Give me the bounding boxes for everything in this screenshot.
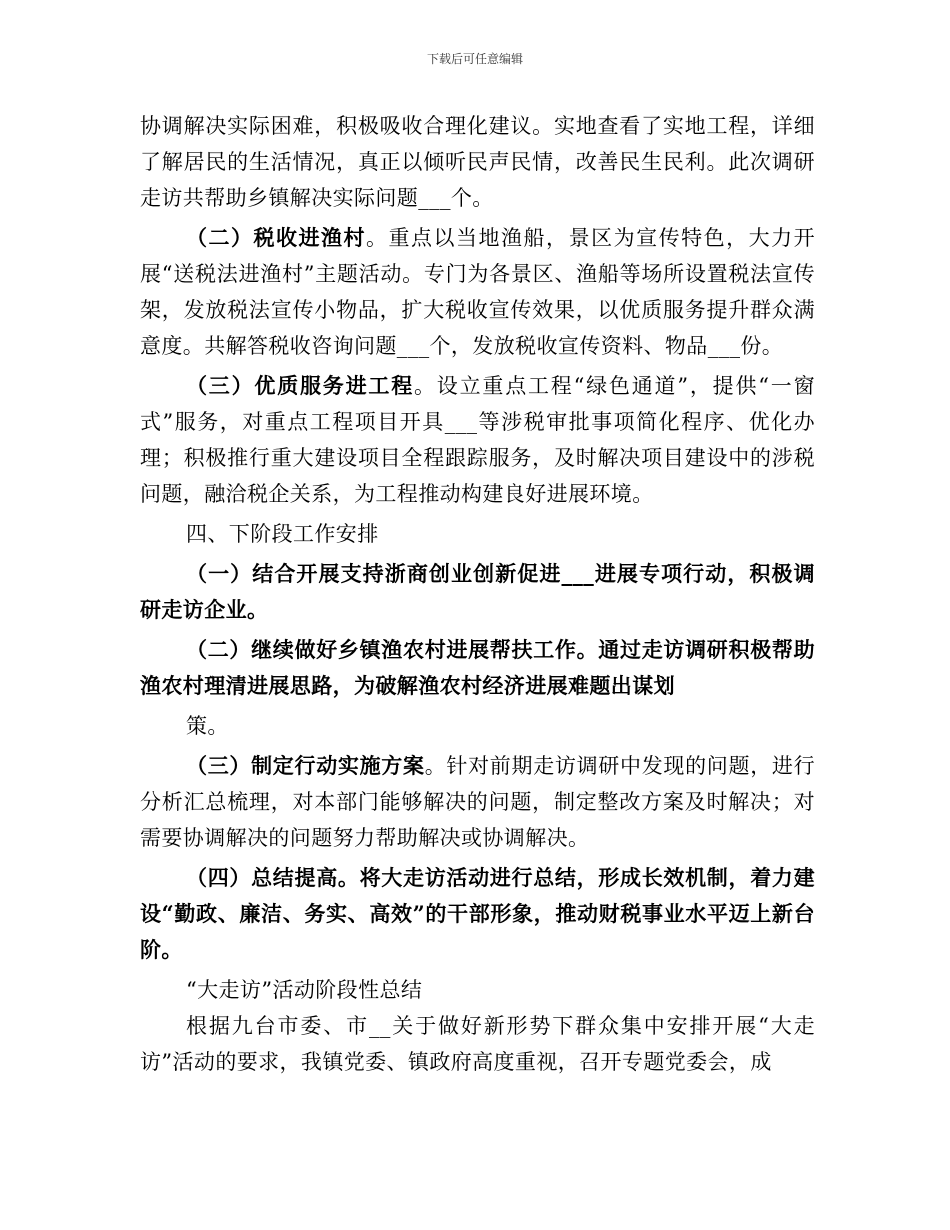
paragraph-heading: （三）优质服务进工程 <box>186 373 414 398</box>
paragraph-text: 策。 <box>186 714 229 738</box>
subtitle-text: “大走访”活动阶段性总结 <box>186 978 423 1002</box>
section-heading-next-stage <box>140 516 815 552</box>
paragraph-text: 。重点以当地渔船，景区为宣传特色，大力开展“送税法进渔村”主题活动。专门为各景区、渔船等场所设置税法宣传架，发放税法宣传小物品，扩大税收宣传效果，以优质服务提升群众满意度。共解答税收咨询问题___个，发放税收宣传资料、物品___份。 <box>140 226 815 358</box>
paragraph-text: 。设立重点工程“绿色通道”，提供“一窗式”服务，对重点工程项目开具___等涉税审批事项简化程序、优化办理；积极推行重大建设项目全程跟踪服务，及时解决项目建设中的涉税问题，融洽税企关系，为工程推动构建良好进展环境。 <box>140 374 815 506</box>
paragraph-heading: （四）总结提高。将大走访活动进行总结，形成长效机制，着力建设“勤政、廉洁、务实、高效”的干部形象，推动财税事业水平迈上新台阶。 <box>140 865 815 962</box>
section-heading-text: 四、下阶段工作安排 <box>186 522 379 546</box>
paragraph-heading: （二）税收进渔村 <box>186 225 367 250</box>
paragraph-item-1 <box>140 556 815 628</box>
paragraph-item-2 <box>140 632 815 704</box>
paragraph-tax-fishing-village <box>140 220 815 364</box>
paragraph-item-3 <box>140 748 815 856</box>
paragraph-heading: （三）制定行动实施方案 <box>186 753 425 778</box>
page-header: 下载后可任意编辑 <box>426 52 523 66</box>
paragraph-item-4 <box>140 860 815 968</box>
document-body <box>140 108 815 1080</box>
paragraph-text: 根据九台市委、市__关于做好新形势下群众集中安排开展“大走访”活动的要求，我镇党委、镇政府高度重视，召开专题党委会，成 <box>140 1014 815 1074</box>
paragraph-heading: （二）继续做好乡镇渔农村进展帮扶工作。通过走访调研积极帮助渔农村理清进展思路，为破解渔农村经济进展难题出谋划 <box>140 637 815 698</box>
paragraph-1 <box>140 108 815 216</box>
paragraph-quality-service <box>140 368 815 512</box>
paragraph-heading: （一）结合开展支持浙商创业创新促进___进展专项行动，积极调研走访企业。 <box>140 561 815 622</box>
paragraph-text: 协调解决实际困难，积极吸收合理化建议。实地查看了实地工程，详细了解居民的生活情况，真正以倾听民声民情，改善民生民利。此次调研走访共帮助乡镇解决实际问题___个。 <box>140 114 815 210</box>
paragraph-item-2-continued <box>140 708 815 744</box>
paragraph-text: 。针对前期走访调研中发现的问题，进行分析汇总梳理，对本部门能够解决的问题，制定整改方案及时解决；对需要协调解决的问题努力帮助解决或协调解决。 <box>140 754 815 850</box>
document-subtitle <box>140 972 815 1008</box>
paragraph-summary-intro <box>140 1008 815 1080</box>
